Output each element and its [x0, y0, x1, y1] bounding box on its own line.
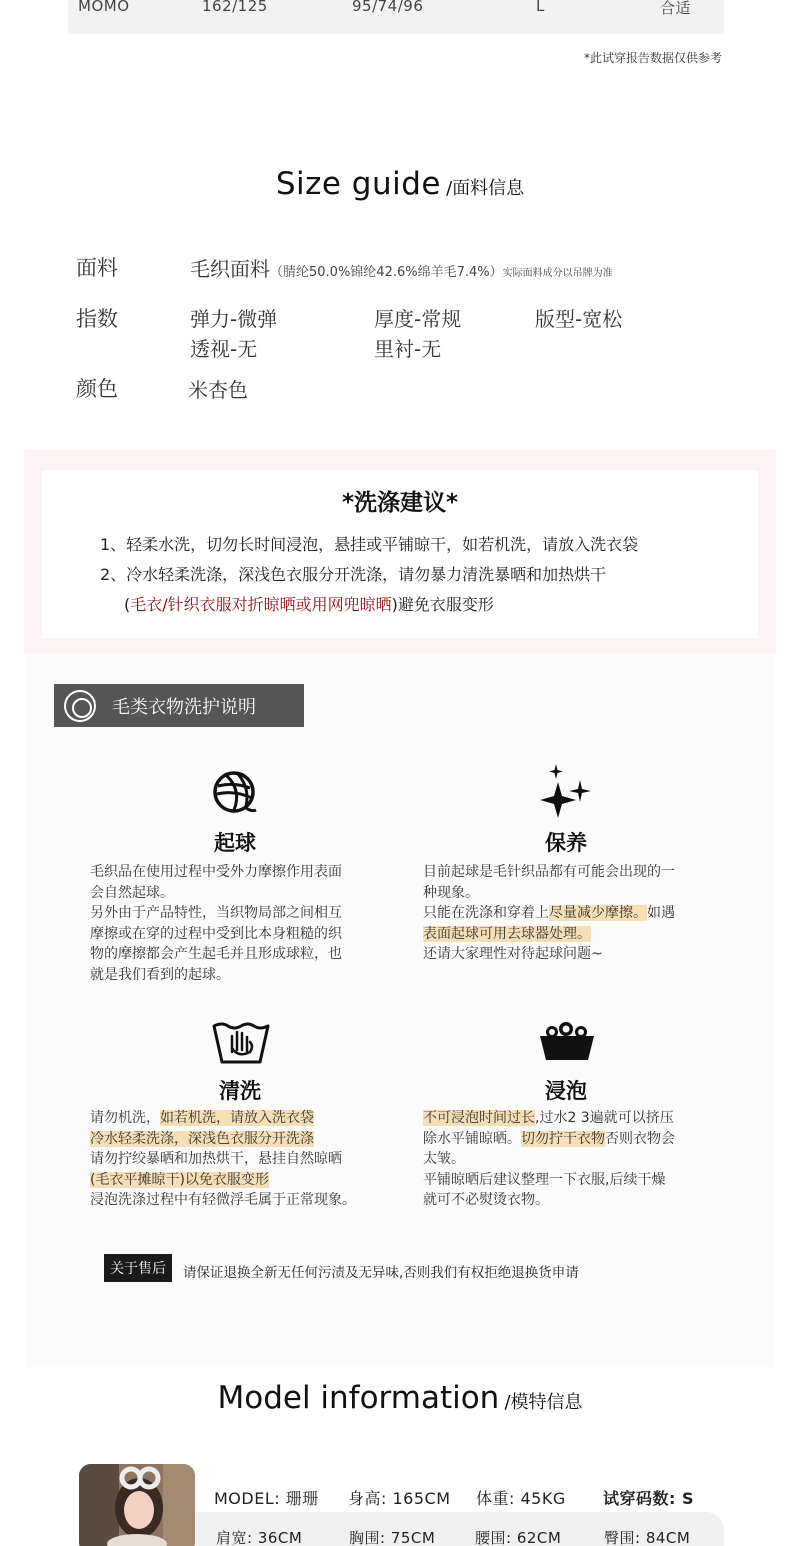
soaking-line: 平铺晾晒后建议整理一下衣服,后续干燥	[423, 1171, 666, 1188]
size-guide-title-en: Size guide	[275, 166, 441, 202]
after-sale-tag: 关于售后	[104, 1254, 172, 1282]
sparkle-icon	[538, 764, 594, 820]
soaking-text: 除水平铺晾晒。	[423, 1130, 521, 1147]
color-label: 颜色	[76, 377, 118, 401]
fabric-detail: （腈纶50.0%锦纶42.6%绵羊毛7.4%）	[270, 265, 503, 280]
cleaning-line: 浸泡洗涤过程中有轻微浮毛属于正常现象。	[90, 1192, 356, 1208]
cleaning-text: 请勿机洗，	[90, 1110, 160, 1126]
soak-basin-icon	[538, 1022, 596, 1062]
cleaning-highlight: (毛衣平摊晾干)以免衣服变形	[90, 1171, 269, 1188]
cleaning-title: 清洗	[219, 1079, 261, 1103]
elasticity: 弹力-微弹	[190, 307, 278, 331]
fit-measurements: 95/74/96	[352, 0, 424, 15]
fit-note: *此试穿报告数据仅供参考	[583, 51, 722, 65]
fabric-note: 实际面料成分以吊牌为准	[502, 268, 613, 279]
soaking-line	[423, 1129, 675, 1150]
pilling-line: 摩擦或在穿的过程中受到比本身粗糙的织	[90, 925, 342, 942]
color-value: 米杏色	[188, 378, 248, 402]
cleaning-line	[90, 1108, 356, 1129]
fit-result: 合适	[660, 0, 692, 17]
pilling-line: 毛织品在使用过程中受外力摩擦作用表面	[90, 864, 342, 880]
index-label: 指数	[76, 307, 118, 331]
model-chest: 胸围: 75CM	[349, 1529, 436, 1546]
size-guide-title-cn: /面料信息	[446, 178, 525, 199]
lining: 里衬-无	[374, 337, 442, 361]
cleaning-body	[90, 1108, 356, 1211]
maintain-title: 保养	[545, 831, 587, 855]
pilling-line: 会自然起球。	[90, 884, 174, 901]
soaking-line	[423, 1108, 675, 1129]
thickness: 厚度-常规	[374, 307, 462, 331]
cleaning-line: 请勿拧绞暴晒和加热烘干，悬挂自然晾晒	[90, 1151, 342, 1167]
model-shoulder: 肩宽: 36CM	[216, 1529, 303, 1546]
soaking-line: 就可不必熨烫衣物。	[423, 1192, 549, 1208]
fabric-label: 面料	[76, 256, 118, 280]
model-hip: 臀围: 84CM	[604, 1529, 691, 1546]
pilling-line: 就是我们看到的起球。	[90, 966, 230, 983]
model-waist: 腰围: 62CM	[475, 1529, 562, 1546]
model-size: 试穿码数: S	[603, 1489, 694, 1508]
soaking-highlight: 不可浸泡时间过长	[423, 1110, 535, 1126]
model-photo-image	[79, 1464, 195, 1546]
maintain-text: 如遇	[647, 905, 675, 921]
cleaning-highlight: 如若机洗，请放入洗衣袋	[160, 1110, 314, 1126]
soaking-line: 太皱。	[423, 1151, 465, 1167]
pilling-title: 起球	[214, 831, 256, 855]
pilling-line: 物的摩擦都会产生起毛并且形成球粒，也	[90, 946, 342, 962]
wash-line-3-close: )避免衣服变形	[391, 595, 494, 614]
wash-line-3-open: (	[124, 595, 131, 614]
care-header-title: 毛类衣物洗护说明	[112, 697, 256, 718]
maintain-line: 种现象。	[423, 884, 479, 901]
maintain-body	[423, 862, 675, 965]
maintain-highlight: 表面起球可用去球器处理。	[423, 925, 591, 942]
model-name: MODEL: 珊珊	[214, 1489, 319, 1508]
fabric-value: 毛织面料	[190, 257, 270, 281]
model-height: 身高: 165CM	[348, 1489, 451, 1508]
hand-wash-icon	[212, 1018, 270, 1064]
wash-line-2: 2、冷水轻柔洗涤，深浅色衣服分开洗涤，请勿暴力清洗暴晒和加热烘干	[100, 565, 607, 584]
model-weight: 体重: 45KG	[476, 1489, 566, 1508]
maintain-line	[423, 903, 675, 924]
maintain-text: 只能在洗涤和穿着上	[423, 905, 549, 921]
maintain-line: 还请大家理性对待起球问题~	[423, 946, 603, 962]
after-sale-text: 请保证退换全新无任何污渍及无异味,否则我们有权拒绝退换货申请	[183, 1265, 579, 1281]
fit-name: MOMO	[78, 0, 130, 15]
pilling-line: 另外由于产品特性，当织物局部之间相互	[90, 905, 342, 921]
cleaning-highlight: 冷水轻柔洗涤，深浅色衣服分开洗涤	[90, 1130, 314, 1147]
pilling-body	[90, 862, 342, 985]
model-info-title-en: Model information	[217, 1380, 500, 1416]
model-photo	[79, 1464, 195, 1546]
soaking-body	[423, 1108, 675, 1211]
fit-type: 版型-宽松	[535, 307, 623, 331]
model-info-title	[0, 1380, 800, 1416]
size-guide-title	[0, 166, 800, 202]
transparency: 透视-无	[190, 337, 258, 361]
maintain-line: 目前起球是毛针织品都有可能会出现的一	[423, 864, 675, 880]
wash-line-3	[124, 592, 494, 615]
yarn-ball-icon	[212, 770, 258, 816]
model-info-title-cn: /模特信息	[504, 1392, 583, 1413]
wash-advice-title: *洗涤建议*	[341, 490, 459, 516]
fit-table-row	[68, 0, 724, 34]
fabric-value-line	[190, 253, 613, 282]
maintain-highlight: 尽量减少摩擦。	[549, 905, 647, 921]
wash-line-3-highlight: 毛衣/针织衣服对折晾晒或用网兜晾晒	[130, 595, 392, 614]
wash-line-1: 1、轻柔水洗，切勿长时间浸泡，悬挂或平铺晾干，如若机洗，请放入洗衣袋	[100, 535, 639, 554]
soaking-title: 浸泡	[545, 1079, 587, 1103]
wool-icon	[64, 690, 96, 722]
fit-size: L	[536, 0, 545, 15]
fit-height-weight: 162/125	[202, 0, 268, 15]
soaking-text: ,过水2 3遍就可以挤压	[535, 1110, 674, 1126]
soaking-text: 否则衣物会	[605, 1130, 675, 1147]
soaking-highlight: 切勿拧干衣物	[521, 1130, 605, 1147]
